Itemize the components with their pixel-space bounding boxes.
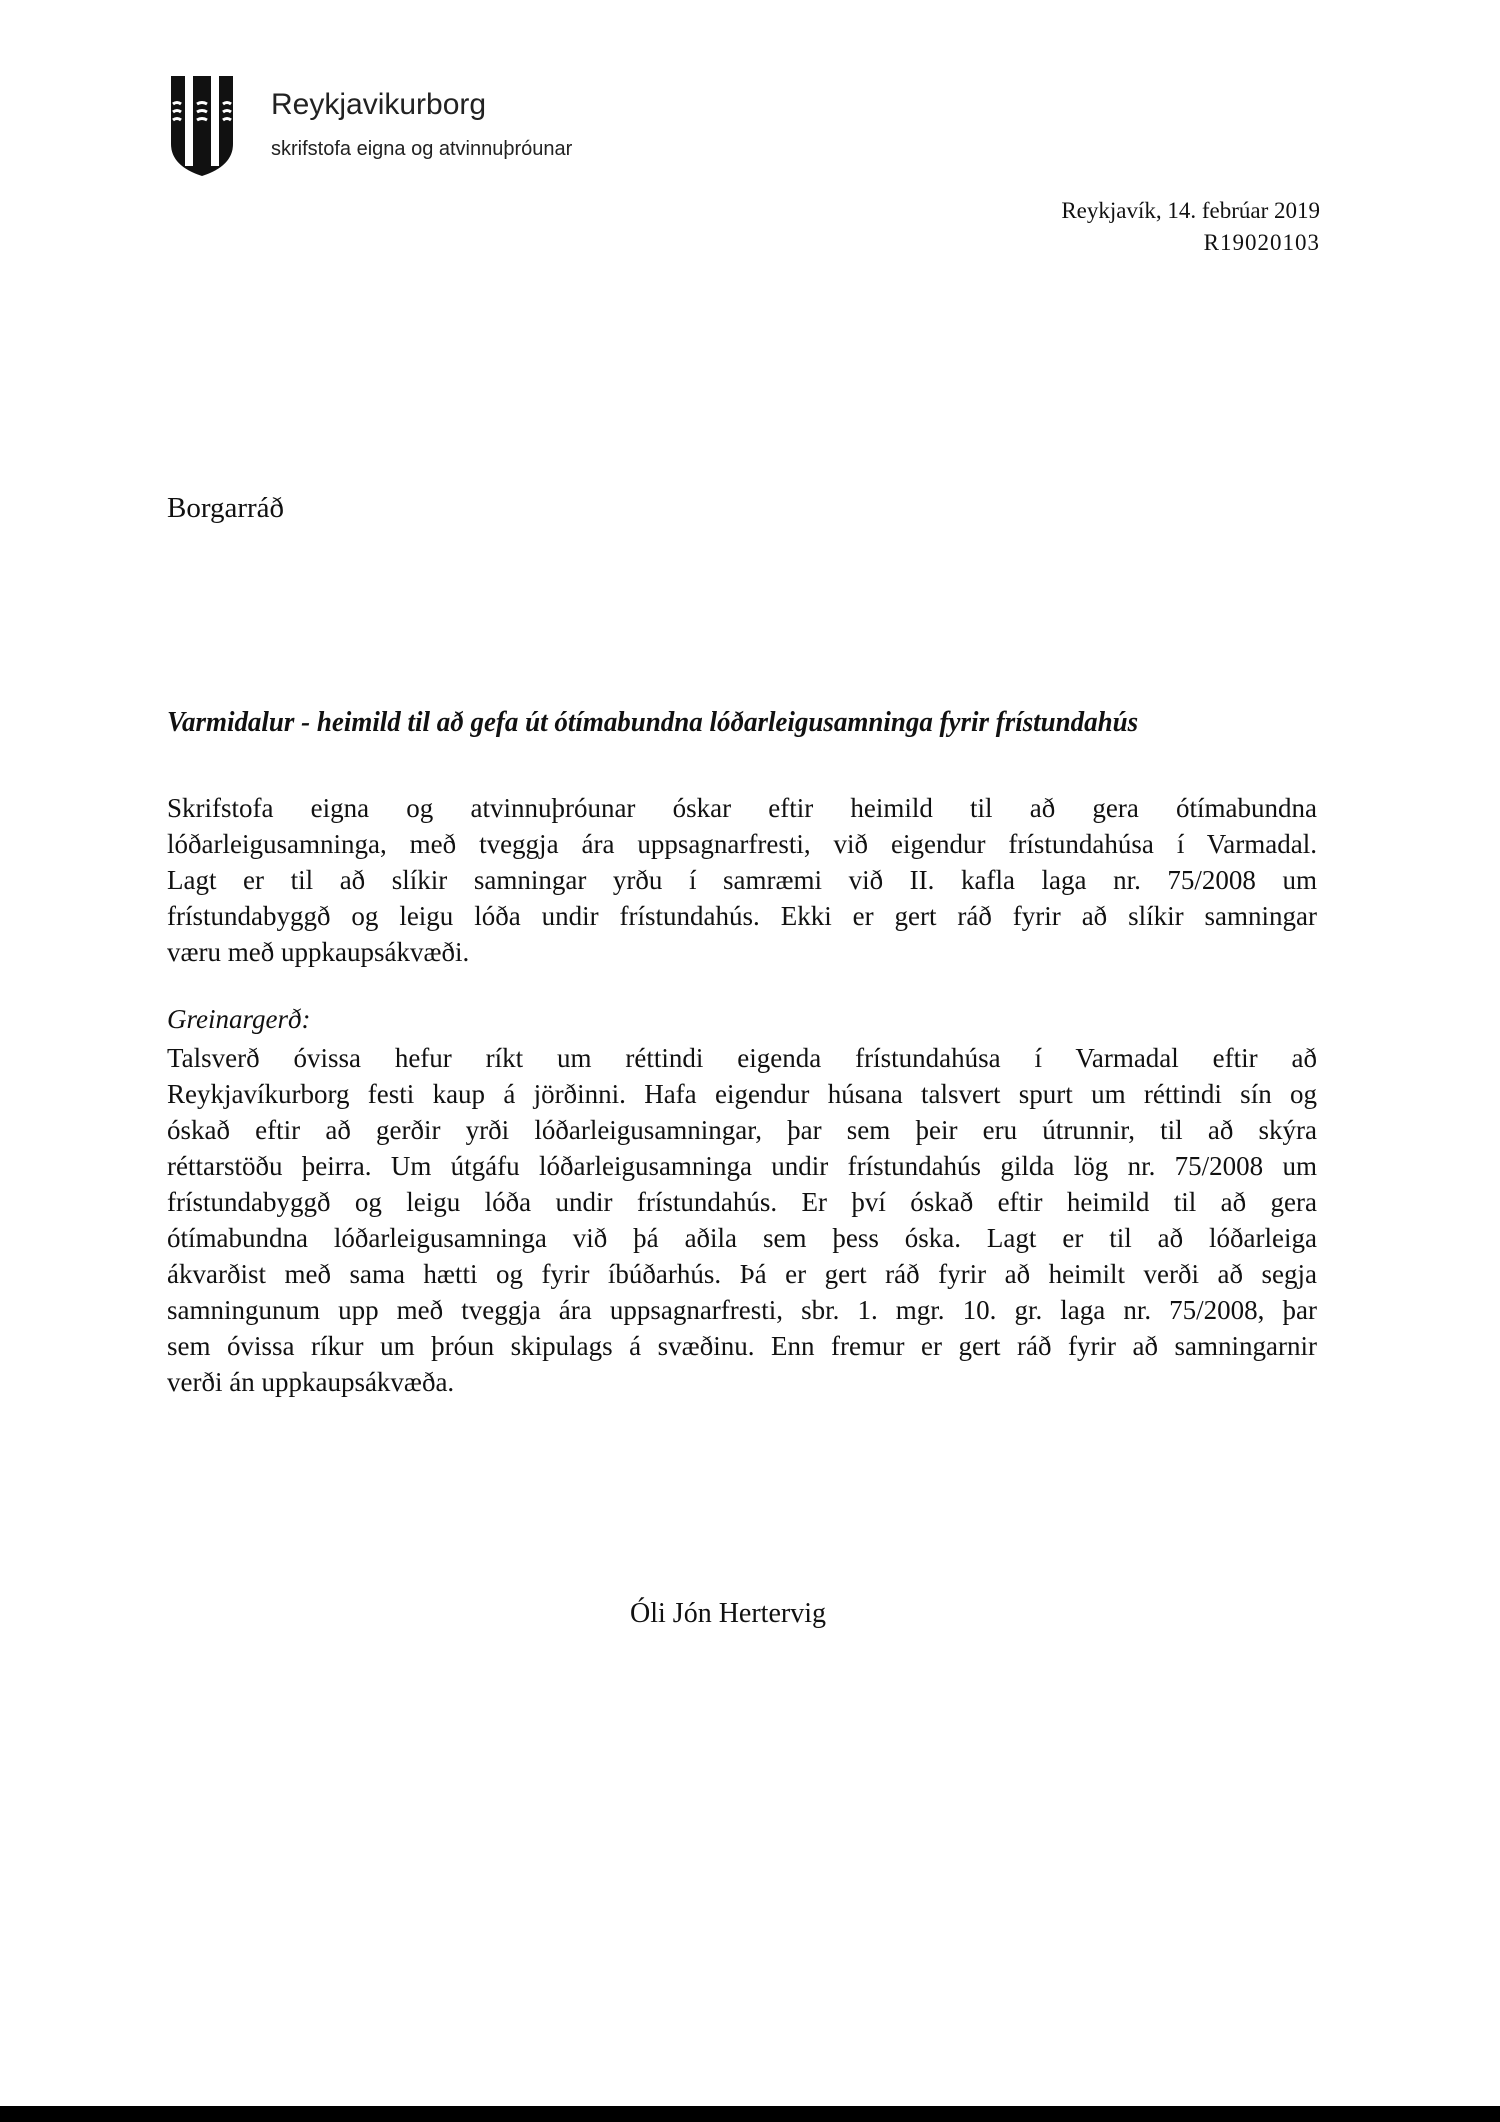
- coat-of-arms-logo-icon: [169, 74, 235, 178]
- section-heading: Greinargerð:: [167, 1004, 311, 1034]
- text-line: frístundabyggð og leigu lóða undir frístundahús. Er því óskað eftir heimild til að gera: [167, 1187, 1317, 1217]
- paragraph-explanation: [167, 1040, 1317, 1400]
- text-line: Lagt er til að slíkir samningar yrðu í samræmi við II. kafla laga nr. 75/2008 um: [167, 865, 1317, 895]
- text-line: réttarstöðu þeirra. Um útgáfu lóðarleigusamninga undir frístundahús gilda lög nr. 75/2008 um: [167, 1151, 1317, 1181]
- text-line: væru með uppkaupsákvæði.: [167, 937, 470, 967]
- reference-number: R19020103: [1203, 230, 1320, 255]
- text-line: ákvarðist með sama hætti og fyrir íbúðarhús. Þá er gert ráð fyrir að heimilt verði að segja: [167, 1259, 1317, 1289]
- text-line: Talsverð óvissa hefur ríkt um réttindi eigenda frístundahúsa í Varmadal eftir að: [167, 1043, 1317, 1073]
- scan-border: [0, 2106, 1500, 2122]
- organization-department: skrifstofa eigna og atvinnuþróunar: [271, 138, 573, 160]
- text-line: frístundabyggð og leigu lóða undir frístundahús. Ekki er gert ráð fyrir að slíkir samningar: [167, 901, 1317, 931]
- text-line: sem óvissa ríkur um þróun skipulags á svæðinu. Enn fremur er gert ráð fyrir að samningarnir: [167, 1331, 1317, 1361]
- text-line: óskað eftir að gerðir yrði lóðarleigusamningar, þar sem þeir eru útrunnir, til að skýra: [167, 1115, 1317, 1145]
- letter-date: Reykjavík, 14. febrúar 2019: [1061, 198, 1320, 223]
- letter-subject: Varmidalur - heimild til að gefa út ótímabundna lóðarleigusamninga fyrir frístundahús: [167, 706, 1139, 738]
- text-line: Reykjavíkurborg festi kaup á jörðinni. Hafa eigendur húsana talsvert spurt um réttindi sín og: [167, 1079, 1317, 1109]
- recipient: Borgarráð: [167, 492, 285, 524]
- text-line: verði án uppkaupsákvæða.: [167, 1367, 455, 1397]
- text-line: lóðarleigusamninga, með tveggja ára uppsagnarfresti, við eigendur frístundahúsa í Varmadal.: [167, 829, 1317, 859]
- paragraph-request: [167, 790, 1317, 970]
- organization-name: Reykjavikurborg: [271, 88, 487, 121]
- text-line: samningunum upp með tveggja ára uppsagnarfresti, sbr. 1. mgr. 10. gr. laga nr. 75/2008, þar: [167, 1295, 1317, 1325]
- signatory-name: Óli Jón Hertervig: [630, 1598, 826, 1629]
- text-line: Skrifstofa eigna og atvinnuþróunar óskar eftir heimild til að gera ótímabundna: [167, 793, 1317, 823]
- text-line: ótímabundna lóðarleigusamninga við þá aðila sem þess óska. Lagt er til að lóðarleiga: [167, 1223, 1317, 1253]
